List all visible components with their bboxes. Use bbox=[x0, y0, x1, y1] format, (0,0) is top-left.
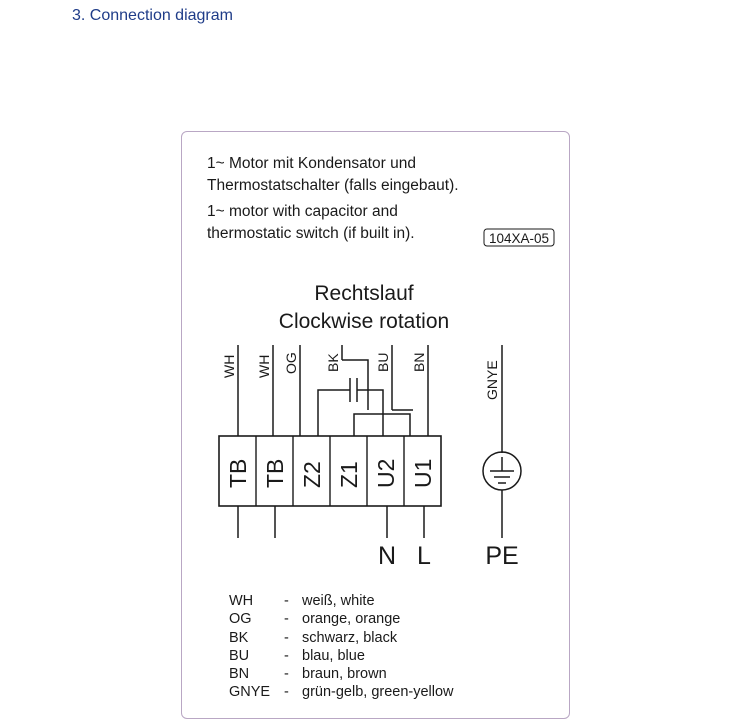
wire-label-wh-2: WH bbox=[256, 354, 272, 378]
legend-dash: - bbox=[284, 629, 289, 646]
legend-code: GNYE bbox=[229, 684, 271, 701]
wire-label-bn: BN bbox=[411, 352, 427, 372]
legend-code: BN bbox=[229, 666, 250, 683]
legend-dash: - bbox=[284, 666, 289, 683]
supply-label-l: L bbox=[417, 542, 431, 570]
capacitor bbox=[318, 378, 383, 436]
wire-label-gnye: GNYE bbox=[484, 360, 500, 400]
description-en-line2: thermostatic switch (if built in). bbox=[207, 225, 415, 242]
wire-label-wh-1: WH bbox=[221, 354, 237, 378]
terminal-z2: Z2 bbox=[299, 461, 325, 488]
wire-label-og: OG bbox=[283, 352, 299, 374]
legend-dash: - bbox=[284, 647, 289, 664]
legend-desc: braun, brown bbox=[302, 666, 387, 683]
terminal-u1: U1 bbox=[410, 458, 436, 488]
diagram-code: 104XA-05 bbox=[488, 231, 550, 246]
legend-desc: weiß, white bbox=[302, 593, 375, 609]
legend-code: BU bbox=[229, 647, 250, 664]
wire-label-bu: BU bbox=[375, 352, 391, 372]
legend-desc: orange, orange bbox=[302, 611, 401, 628]
earth-icon bbox=[483, 452, 521, 538]
legend-code: BK bbox=[229, 629, 249, 646]
description-de-line1: 1~ Motor mit Kondensator und bbox=[207, 155, 416, 172]
terminal-z1: Z1 bbox=[336, 461, 362, 488]
terminal-block bbox=[219, 436, 441, 506]
legend-dash: - bbox=[284, 684, 289, 701]
wire-label-bk: BK bbox=[325, 353, 341, 372]
description-de-line2: Thermostatschalter (falls eingebaut). bbox=[207, 177, 459, 194]
terminal-u2: U2 bbox=[373, 458, 399, 488]
legend-dash: - bbox=[284, 611, 289, 628]
description-en-line1: 1~ motor with capacitor and bbox=[207, 203, 398, 220]
section-heading: 3. Connection diagram bbox=[72, 7, 233, 24]
legend-desc: blau, blue bbox=[302, 647, 365, 664]
supply-leads bbox=[238, 506, 424, 538]
terminal-tb-1: TB bbox=[225, 458, 251, 488]
supply-label-pe: PE bbox=[485, 542, 519, 570]
rotation-title-en: Clockwise rotation bbox=[278, 310, 450, 333]
rotation-title-de: Rechtslauf bbox=[314, 282, 414, 305]
supply-label-n: N bbox=[377, 542, 397, 570]
terminal-tb-2: TB bbox=[262, 458, 288, 488]
legend-dash: - bbox=[284, 593, 289, 609]
legend-desc: schwarz, black bbox=[302, 629, 398, 646]
legend-code: WH bbox=[229, 593, 254, 609]
legend-code: OG bbox=[229, 611, 252, 628]
legend-desc: grün-gelb, green-yellow bbox=[302, 684, 454, 701]
